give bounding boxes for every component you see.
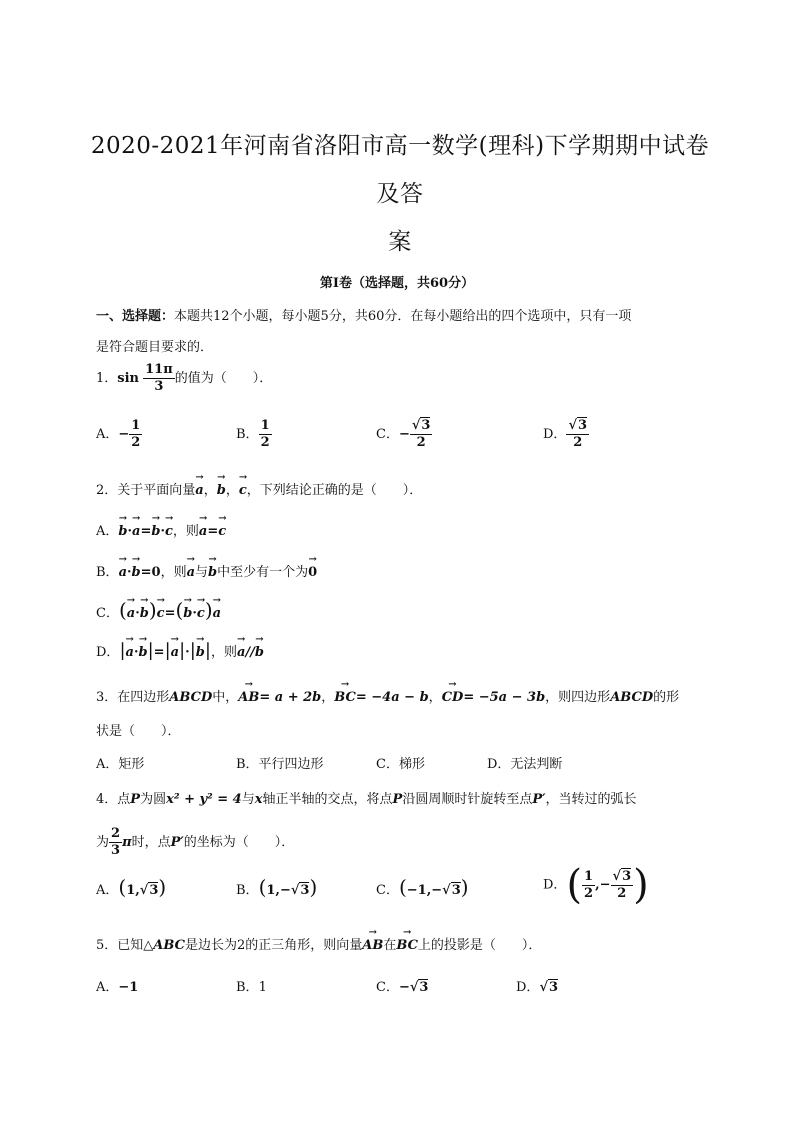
q4-a-comma: ,: [135, 883, 140, 898]
q3-stem-b: 中，: [212, 690, 239, 705]
q2-a-eq: =: [140, 524, 152, 539]
q4-b-one: 1: [266, 883, 276, 898]
q4-t2: 为圆: [140, 792, 167, 807]
q3-vec-ab: → AB: [238, 687, 259, 705]
q2-c-dot1: ·: [135, 606, 140, 621]
question-2-stem: [96, 479, 422, 498]
q2-d-label: D．: [96, 645, 120, 660]
q1-c-root: 3: [421, 418, 431, 433]
q5-b-value: 1: [258, 980, 267, 995]
q1-option-b: [236, 418, 272, 451]
q4-a-label: A．: [96, 883, 119, 898]
q2-c-label: C．: [96, 606, 119, 621]
question-5-stem: [96, 934, 541, 953]
q4-b-comma: ,: [275, 883, 280, 898]
section-intro-line-1: [96, 305, 631, 324]
q2-d-parallel: //: [245, 645, 255, 660]
q1-option-c-label: C．: [376, 427, 399, 442]
q2-a-b2: → b: [151, 521, 160, 539]
q2-c-b2: → b: [183, 603, 192, 621]
q2-d-bar-3: |: [164, 640, 171, 661]
q1-fraction: [143, 362, 175, 395]
q4-option-a: [96, 875, 166, 899]
q2-b-a2: → a: [187, 562, 195, 580]
q1-option-c: [376, 418, 432, 451]
q1-option-a: [96, 418, 142, 451]
q2-option-d: [96, 640, 264, 661]
q4-t8: 时，点: [131, 835, 171, 850]
q2-option-c: [96, 598, 221, 622]
q3-expr-ab: = a + 2b: [259, 690, 322, 705]
q2-d-eq: =: [153, 645, 165, 660]
question-1-stem: [96, 362, 272, 395]
q2-c-rparen-1: ): [148, 598, 157, 622]
q2-c-dot2: ·: [192, 606, 197, 621]
q2-d-b3: → b: [255, 642, 264, 660]
q2-d-bar-4: |: [179, 640, 186, 661]
q5-option-c: [376, 976, 428, 995]
q5-t3: 在: [383, 938, 397, 953]
q1-option-b-label: B．: [236, 427, 259, 442]
q4-c-lparen: (: [398, 875, 407, 899]
q4-arc-num: 2: [111, 826, 121, 841]
q2-c-lparen-2: (: [175, 598, 184, 622]
q5-option-d: [516, 976, 558, 995]
q3-vec-bc: → BC: [334, 687, 356, 705]
q4-t1: 点: [117, 792, 131, 807]
q5-triangle: △ABC: [143, 938, 185, 953]
title-line-2: 案: [388, 229, 412, 255]
section-heading: 第Ⅰ卷（选择题，共60分）: [319, 276, 475, 291]
q2-d-a1: → a: [126, 642, 134, 660]
q4-arc-den: 3: [111, 843, 121, 858]
q5-d-root: √3: [539, 980, 559, 995]
q5-vec-bc: → BC: [396, 935, 418, 953]
q2-c-a2: → a: [213, 603, 221, 621]
q3-option-d: D．无法判断: [487, 757, 563, 772]
q1-d-num: √3: [568, 418, 588, 433]
q4-c-label: C．: [376, 883, 399, 898]
q2-d-a2: → a: [171, 642, 179, 660]
q2-a-dot2: ·: [160, 524, 165, 539]
q3-option-b: B．平行四边形: [236, 757, 324, 772]
question-4-stem-line-2: [96, 826, 294, 859]
intro-label: 一、选择题：: [96, 309, 175, 324]
q3-expr-bc: = −4a − b: [355, 690, 429, 705]
q1-option-a-label: A．: [96, 427, 119, 442]
q2-c-b1: → b: [140, 603, 149, 621]
q2-b-then: ，则: [160, 565, 187, 580]
q1-a-fraction: [129, 418, 142, 451]
q4-c-rparen: ): [460, 875, 469, 899]
q4-b-root3: 3: [300, 883, 310, 898]
section-intro-line-2: 是符合题目要求的．: [96, 340, 214, 355]
q4-c-root3: 3: [451, 883, 461, 898]
q2-d-dot1: ·: [133, 645, 139, 660]
q4-d-rparen: ): [633, 862, 649, 908]
q2-c-a1: → a: [127, 603, 135, 621]
q2-b-b1: → b: [132, 562, 141, 580]
q1-option-d-label: D．: [543, 427, 567, 442]
q4-t6: ，当转过的弧长: [545, 792, 637, 807]
q2-b-tail: 中至少有一个为: [217, 565, 309, 580]
q2-d-bar-5: |: [189, 640, 196, 661]
q2-vec-a: → a: [195, 480, 203, 498]
q3-stem-d: 的形: [653, 690, 680, 705]
q1-frac-num: 11π: [145, 362, 173, 377]
q2-a-then: ，则: [172, 524, 199, 539]
q1-b-fraction: [259, 418, 272, 451]
q1-c-den: 2: [416, 435, 426, 450]
q1-c-num: √3: [411, 418, 431, 433]
q1-frac-den: 3: [154, 379, 164, 394]
q4-d-den-1: 2: [584, 885, 594, 901]
document-title: [90, 122, 710, 266]
q2-d-bar-1: |: [119, 640, 126, 661]
q3-expr-cd: = −5a − 3b: [463, 690, 546, 705]
q5-a-value: −1: [118, 980, 139, 995]
q4-d-den-2: 2: [617, 885, 627, 901]
question-3-stem-line-2: 状是（ ）．: [96, 724, 181, 739]
q4-d-num-1: 1: [584, 868, 594, 884]
q4-point-p-prime: P′: [532, 792, 546, 807]
q1-c-minus: −: [398, 427, 410, 442]
q5-d-label: D．: [516, 980, 540, 995]
q2-a-label: A．: [96, 524, 119, 539]
q5-c-root3: 3: [419, 980, 429, 995]
question-3-stem-line-1: [96, 686, 679, 705]
q4-t5: 沿圆周顺时针旋转至点: [402, 792, 533, 807]
q5-c-root: √3: [409, 980, 429, 995]
q4-d-comma: ,: [595, 877, 600, 893]
q4-b-lparen: (: [258, 875, 267, 899]
q4-a-one: 1: [126, 883, 136, 898]
q2-c-c2: → c: [197, 603, 205, 621]
q4-c-root: √3: [442, 883, 461, 898]
q4-c-comma: ,: [426, 883, 432, 898]
q4-c-minus: −: [431, 883, 443, 898]
q1-tail: 的值为（ ）．: [174, 371, 273, 386]
q2-b-zero-vec: → 0: [308, 562, 317, 580]
q4-b-root: √3: [290, 883, 310, 898]
q4-d-label: D．: [543, 877, 567, 893]
q2-c-eq: =: [164, 606, 176, 621]
q1-a-num: 1: [131, 418, 141, 433]
q4-point-p: P: [130, 792, 141, 807]
q5-t4: 上的投影是（ ）．: [417, 938, 542, 953]
q4-a-root: √3: [139, 883, 159, 898]
q2-a-a1: → a: [132, 521, 140, 539]
q4-d-root3: 3: [622, 868, 632, 884]
q1-b-num: 1: [260, 418, 270, 433]
q5-a-label: A．: [96, 980, 119, 995]
q4-d-lparen: (: [566, 862, 583, 908]
q2-d-b2: → b: [196, 642, 205, 660]
q3-vec-cd: → CD: [442, 687, 464, 705]
q1-sin: sin: [117, 371, 139, 386]
q1-number: 1．: [96, 371, 118, 386]
q2-d-then: ，则: [210, 645, 237, 660]
q2-a-c1: → c: [165, 521, 173, 539]
q3-stem-c: ，则四边形: [545, 690, 611, 705]
q2-c-rparen-2: ): [204, 598, 213, 622]
q1-b-den: 2: [260, 435, 270, 450]
q4-point-p-2: P: [392, 792, 403, 807]
q1-d-fraction: [566, 418, 589, 451]
q4-a-root3: 3: [149, 883, 159, 898]
q3-stem-a: 在四边形: [117, 690, 170, 705]
q4-option-c: [376, 875, 469, 899]
q2-d-dot2: ·: [185, 645, 190, 660]
q2-b-a1: → a: [119, 562, 127, 580]
q3-quad-2: ABCD: [610, 690, 654, 705]
q4-t9: 的坐标为（ ）．: [183, 835, 295, 850]
q4-circle-eq: x² + y² = 4: [166, 792, 242, 807]
q2-b-dot: ·: [127, 565, 132, 580]
q4-t3: 与: [241, 792, 255, 807]
q2-d-bar-6: |: [204, 640, 211, 661]
q4-arc-fraction: [109, 826, 122, 859]
q2-a-b1: → b: [118, 521, 127, 539]
q2-c-lparen-1: (: [118, 598, 127, 622]
question-4-stem-line-1: [96, 788, 637, 807]
q5-option-b: [236, 976, 267, 995]
q1-d-den: 2: [573, 435, 583, 450]
q1-d-root: 3: [577, 418, 588, 433]
q2-b-eq: =: [140, 565, 152, 580]
q5-vec-ab: → AB: [362, 935, 383, 953]
q5-c-label: C．: [376, 980, 399, 995]
q2-option-a: [96, 520, 226, 539]
q4-t4: 轴正半轴的交点，将点: [262, 792, 393, 807]
q2-a-a2: → a: [199, 521, 207, 539]
q2-sep-2: ，: [225, 483, 239, 498]
q5-option-a: [96, 976, 138, 995]
q5-c-minus: −: [398, 980, 410, 995]
q4-option-b: [236, 875, 317, 899]
q4-b-label: B．: [236, 883, 259, 898]
q2-a-dot1: ·: [127, 524, 133, 539]
q3-sep-2: ，: [428, 690, 442, 705]
q4-t7: 为: [96, 835, 110, 850]
q2-sep-1: ，: [203, 483, 217, 498]
q2-vec-b: → b: [217, 480, 226, 498]
q5-t1: 已知: [117, 938, 144, 953]
q4-a-rparen: ): [158, 875, 167, 899]
q4-point-p-prime-2: P′: [170, 835, 184, 850]
q2-option-b: [96, 561, 317, 580]
q2-stem-a: 关于平面向量: [117, 483, 196, 498]
q2-b-zero: 0: [151, 565, 161, 580]
q3-quad-1: ABCD: [169, 690, 213, 705]
q1-a-den: 2: [131, 435, 141, 450]
q1-option-d: [543, 418, 589, 451]
q4-d-frac-2: [611, 869, 634, 902]
q4-x-axis: x: [254, 792, 263, 807]
q2-b-and: 与: [195, 565, 209, 580]
intro-text-1: 本题共12个小题，每小题5分，共60分．在每小题给出的四个选项中，只有一项: [174, 309, 632, 324]
q2-d-b1: → b: [138, 642, 147, 660]
q2-number: 2．: [96, 483, 118, 498]
q3-sep-1: ，: [321, 690, 335, 705]
q4-b-minus: −: [279, 883, 291, 898]
q2-d-a3: → a: [237, 642, 245, 660]
q2-c-c1: → c: [157, 603, 165, 621]
q4-d-minus: −: [599, 877, 611, 893]
q2-a-eq2: =: [207, 524, 219, 539]
q4-option-d: [543, 862, 649, 908]
q2-b-label: B．: [96, 565, 119, 580]
q4-d-num-2: √3: [612, 868, 632, 884]
q4-a-lparen: (: [118, 875, 127, 899]
q5-number: 5．: [96, 938, 118, 953]
q5-t2: 是边长为2的正三角形，则向量: [184, 938, 363, 953]
q2-d-bar-2: |: [147, 640, 154, 661]
q2-b-b2: → b: [208, 562, 217, 580]
q2-vec-c: → c: [239, 480, 247, 498]
q5-b-label: B．: [236, 980, 259, 995]
q3-option-a: A．矩形: [96, 757, 145, 772]
q3-number: 3．: [96, 690, 118, 705]
q3-option-c: C．梯形: [376, 757, 425, 772]
q1-a-minus: −: [118, 427, 130, 442]
q4-d-frac-1: [582, 869, 595, 902]
q1-c-fraction: [410, 418, 433, 451]
q4-c-neg1: −1: [406, 883, 427, 898]
q2-a-c2: → c: [218, 521, 226, 539]
q5-d-root3: 3: [548, 980, 559, 995]
q4-number: 4．: [96, 792, 118, 807]
q2-stem-b: ，下列结论正确的是（ ）．: [246, 483, 423, 498]
title-line-1: 2020-2021年河南省洛阳市高一数学(理科)下学期期中试卷及答: [90, 133, 710, 207]
q4-b-rparen: ): [309, 875, 318, 899]
q4-pi: π: [122, 835, 132, 850]
